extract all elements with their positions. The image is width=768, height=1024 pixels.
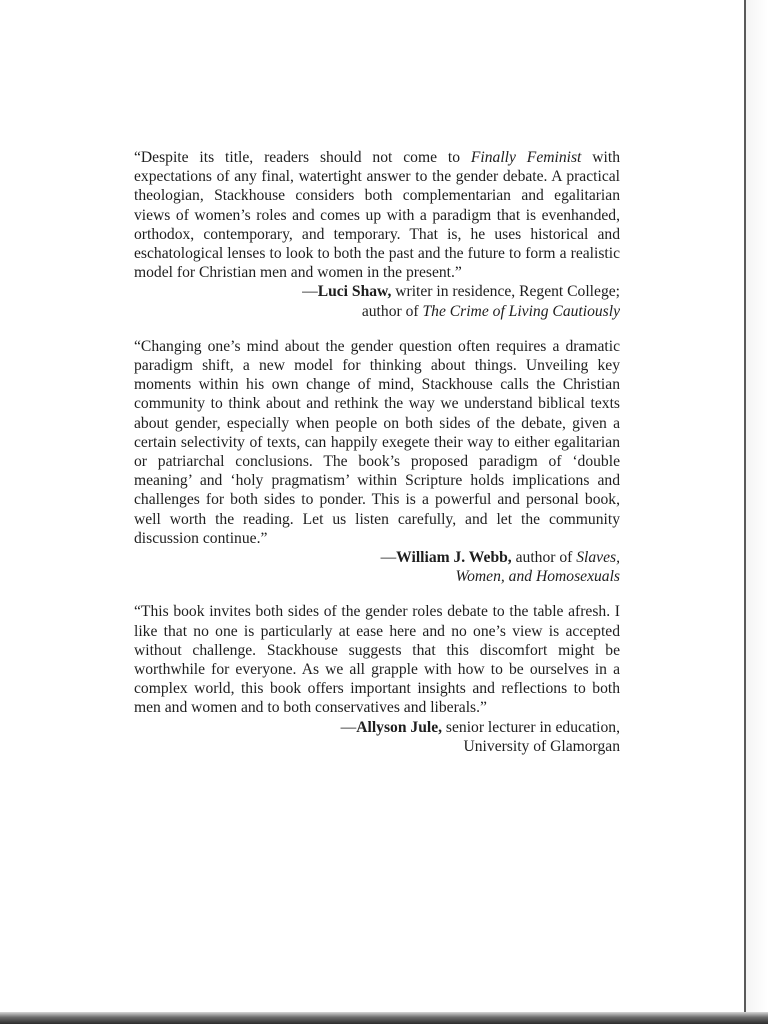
page-edge	[744, 0, 746, 1024]
attribution-dash: —	[302, 283, 318, 301]
attribution-dash: —	[340, 718, 357, 736]
page-edge-shadow	[746, 0, 768, 1024]
endorsement-2	[134, 337, 620, 587]
endorsement-attribution	[134, 718, 620, 756]
endorser-role: writer in residence, Regent College;	[391, 283, 620, 301]
book-title: Finally Feminist	[470, 149, 582, 166]
endorsement-attribution	[134, 282, 620, 320]
endorsements	[134, 148, 620, 772]
endorsement-attribution	[134, 548, 620, 586]
attribution-dash: —	[380, 549, 397, 567]
endorser-book-title: Slaves,	[576, 549, 620, 567]
endorsement-quote: “This book invites both sides of the gender roles debate to the table afresh. I like that no one is particularly at ease here and no one’s view is accepted without challenge. Stackhouse suggests that this discomfort might be worthwhile for everyone. As we all grapple with how to be ourselves in a complex world, this book offers important insights and reflections to both men and women and to both conservatives and liberals.”	[134, 603, 620, 717]
endorser-affiliation: University of Glamorgan	[463, 737, 620, 755]
endorser-book-title: Women, and Homosexuals	[455, 568, 620, 586]
quote-text: “Despite its title, readers should not come to	[134, 149, 471, 166]
endorser-name: Allyson Jule,	[356, 718, 443, 736]
page-bottom-edge	[0, 1012, 768, 1024]
endorsement-quote: “Changing one’s mind about the gender question often requires a dramatic paradigm shift, a new model for thinking about things. Unveiling key moments within his own change of mind, Stackhouse calls the Christian community to think about and rethink the way we understand biblical texts about gender, especially when people on both sides of the debate, given a certain selectivity of texts, can happily exegete their way to either egalitarian or patriarchal conclusions. The book’s proposed paradigm of ‘double meaning’ and ‘holy pragmatism’ within Scripture holds implications and challenges for both sides to ponder. This is a powerful and personal book, well worth the reading. Let us listen carefully, and let the community discussion continue.”	[134, 337, 620, 547]
endorsement-3	[134, 602, 620, 756]
endorsement-quote	[134, 148, 620, 282]
endorser-book-title: The Crime of Living Cautiously	[422, 302, 620, 320]
endorser-name: William J. Webb,	[396, 549, 512, 567]
endorser-role: author of	[511, 549, 577, 567]
quote-text: with expectations of any final, watertight answer to the gender debate. A practical theologian, Stackhouse considers both complementarian and egalitarian views of women’s roles and comes up with a paradigm that is evenhanded, orthodox, contemporary, and temporary. That is, he uses historical and eschatological lenses to look to both the past and the future to form a realistic model for Christian men and women in the present.”	[134, 149, 620, 282]
endorser-name: Luci Shaw,	[317, 283, 392, 301]
endorser-role: author of	[361, 302, 423, 320]
endorsement-1	[134, 148, 620, 321]
endorser-role: senior lecturer in education,	[442, 718, 620, 736]
